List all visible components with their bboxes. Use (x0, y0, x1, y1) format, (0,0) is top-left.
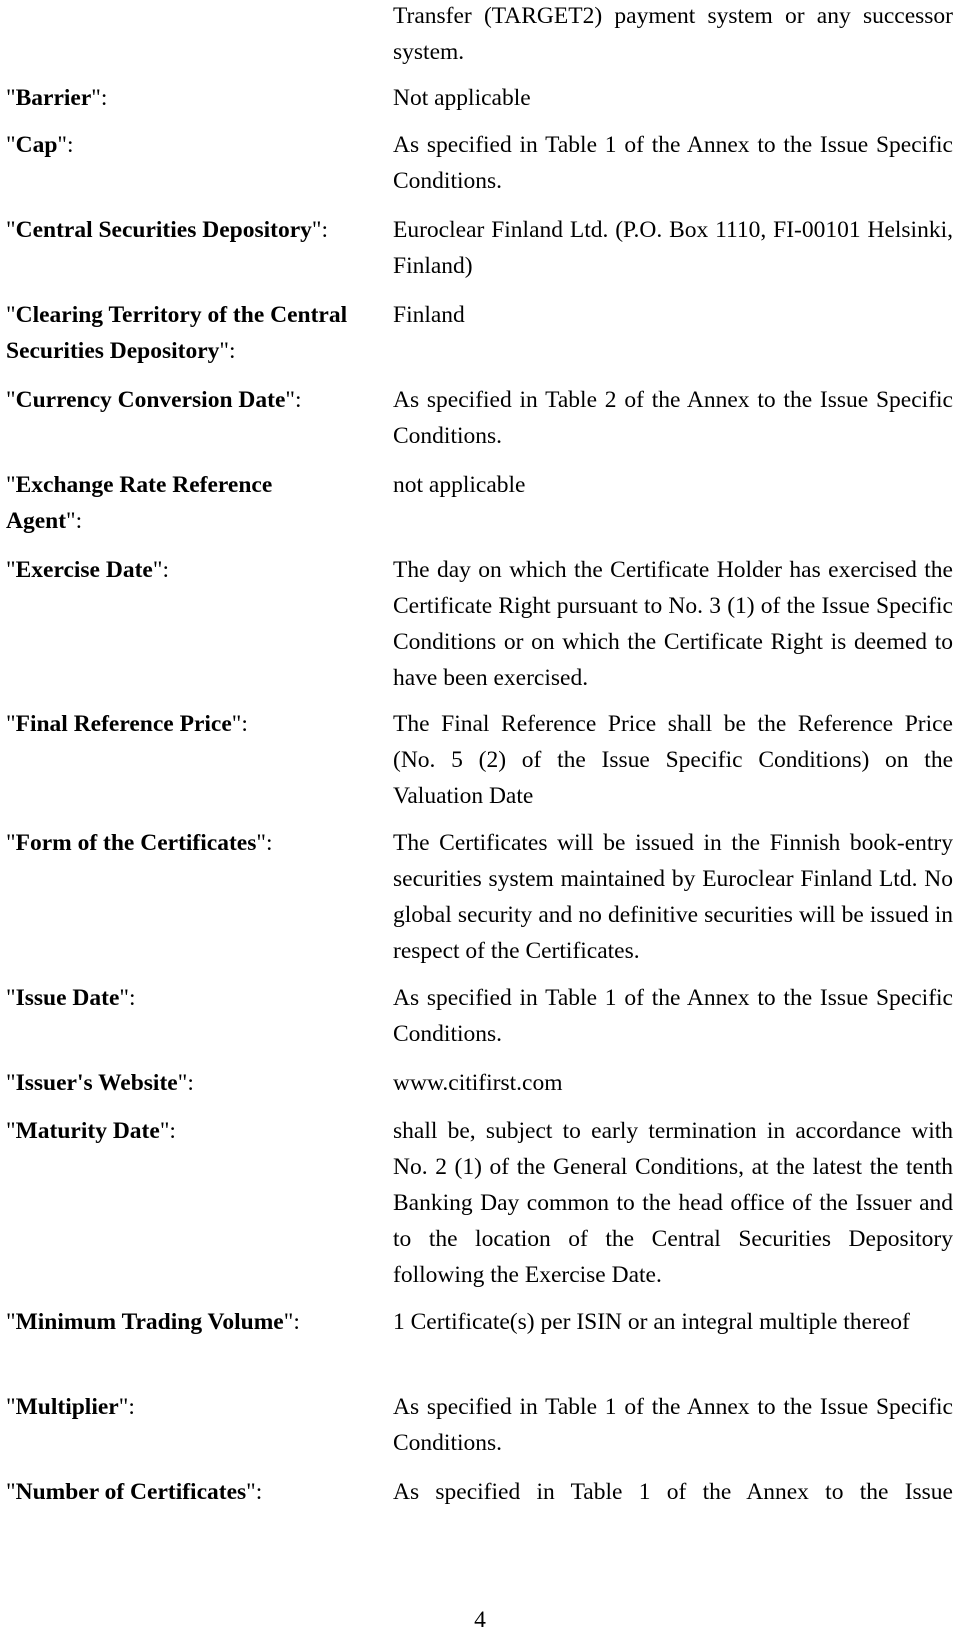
definition-term: "Multiplier": (6, 1394, 135, 1420)
definition-term: "Number of Certificates": (6, 1479, 263, 1505)
definition-value: Not applicable (393, 85, 531, 111)
term-name: Form of the Certificates (15, 830, 257, 856)
definition-value: Finland (393, 302, 465, 328)
term-name: Minimum Trading Volume (15, 1309, 284, 1335)
definition-term: "Final Reference Price": (6, 711, 248, 737)
definition-term: "Exchange Rate Reference Agent": (6, 472, 273, 534)
term-name: Clearing Territory of the Central Securities Depository (6, 302, 348, 364)
definition-term: "Barrier": (6, 85, 108, 111)
definition-term: "Minimum Trading Volume": (6, 1309, 300, 1335)
definition-value: 1 Certificate(s) per ISIN or an integral multiple thereof (393, 1309, 910, 1335)
term-name: Cap (15, 132, 58, 158)
term-name: Multiplier (15, 1394, 119, 1420)
definition-term: "Issuer's Website": (6, 1070, 194, 1096)
term-name: Final Reference Price (15, 711, 232, 737)
definition-term: "Cap": (6, 132, 74, 158)
definition-term: "Issue Date": (6, 985, 136, 1011)
term-name: Barrier (15, 85, 92, 111)
term-name: Number of Certificates (15, 1479, 247, 1505)
definition-value: shall be, subject to early termination in accordance with No. 2 (1) of the General Conditions, at the latest the tenth Banking Day common to the head office of the Issuer and to the location of the Central Securities Depository following the Exercise Date. (393, 1118, 953, 1288)
term-name: Maturity Date (15, 1118, 160, 1144)
definition-value: As specified in Table 1 of the Annex to the Issue Specific Conditions. (393, 132, 953, 194)
continuation-text: Transfer (TARGET2) payment system or any successor system. (393, 3, 953, 65)
definition-term: "Exercise Date": (6, 557, 169, 583)
definition-term: "Form of the Certificates": (6, 830, 273, 856)
term-name: Issuer's Website (15, 1070, 178, 1096)
definition-value: www.citifirst.com (393, 1070, 563, 1096)
definition-value: The Certificates will be issued in the Finnish book-entry securities system maintained by Euroclear Finland Ltd. No global security and no definitive securities will be issued in respect of the Certificates. (393, 830, 953, 964)
term-name: Exchange Rate Reference Agent (6, 472, 273, 534)
definition-value: As specified in Table 1 of the Annex to the Issue Specific Conditions. (393, 1394, 953, 1456)
term-name: Central Securities Depository (15, 217, 312, 243)
definition-value: As specified in Table 1 of the Annex to the Issue Specific Conditions. (393, 985, 953, 1047)
term-name: Exercise Date (15, 557, 153, 583)
definition-value: The day on which the Certificate Holder has exercised the Certificate Right pursuant to No. 3 (1) of the Issue Specific Conditions or on which the Certificate Right is deemed to have been exercised. (393, 557, 953, 691)
definition-value: Euroclear Finland Ltd. (P.O. Box 1110, FI-00101 Helsinki, Finland) (393, 217, 953, 279)
definition-value: The Final Reference Price shall be the Reference Price (No. 5 (2) of the Issue Specific Conditions) on the Valuation Date (393, 711, 953, 809)
definition-term: "Maturity Date": (6, 1118, 176, 1144)
definition-term: "Clearing Territory of the Central Securities Depository": (6, 302, 348, 364)
definition-term: "Currency Conversion Date": (6, 387, 302, 413)
page-number: 4 (474, 1607, 486, 1633)
term-name: Currency Conversion Date (15, 387, 286, 413)
definition-value: not applicable (393, 472, 526, 498)
definition-value: As specified in Table 2 of the Annex to the Issue Specific Conditions. (393, 387, 953, 449)
definition-value: As specified in Table 1 of the Annex to the Issue (393, 1479, 953, 1505)
definition-term: "Central Securities Depository": (6, 217, 329, 243)
term-name: Issue Date (15, 985, 120, 1011)
